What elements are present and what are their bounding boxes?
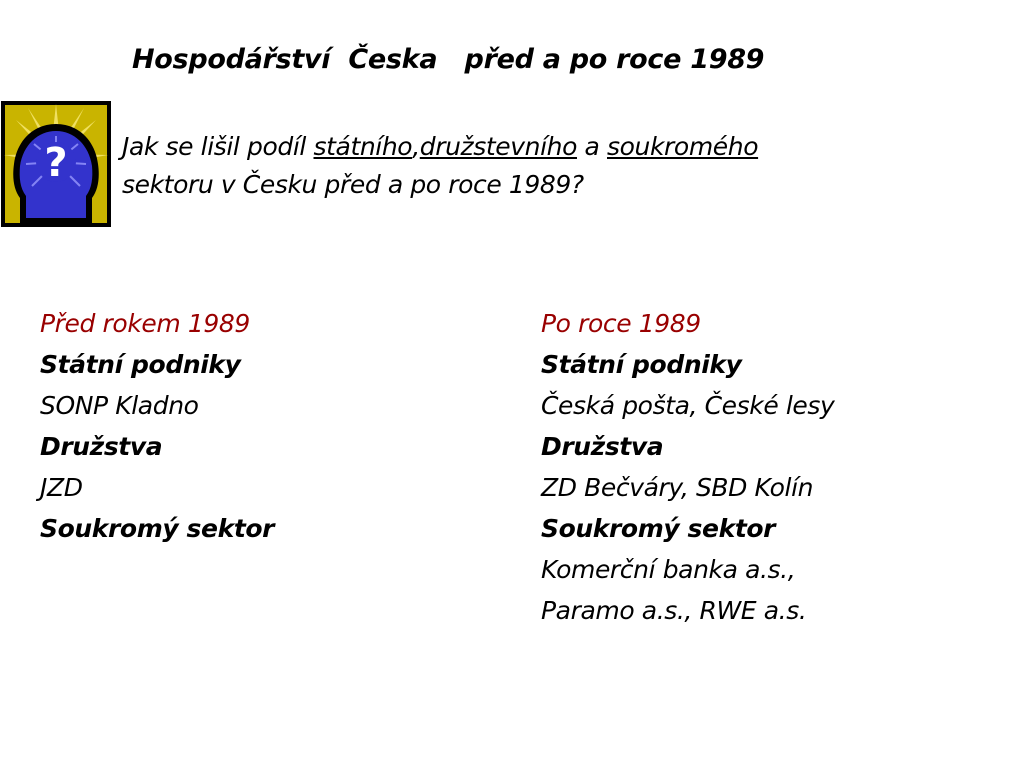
left-column (40, 303, 274, 549)
right-private-label: Soukromý sektor (541, 514, 776, 543)
left-coop-label: Družstva (40, 432, 163, 461)
right-column (541, 303, 834, 631)
right-private-example-1: Komerční banka a.s., (541, 555, 796, 584)
term-state: státního (313, 132, 413, 161)
question-line-2: sektoru v Česku před a po roce 1989? (122, 170, 584, 199)
term-coop: družstevního (419, 132, 577, 161)
right-coop-label: Družstva (541, 432, 664, 461)
question-prefix: Jak se lišil podíl (122, 132, 314, 161)
left-private-label: Soukromý sektor (40, 514, 275, 543)
right-private-example-2: Paramo a.s., RWE a.s. (541, 596, 807, 625)
right-heading: Po roce 1989 (541, 309, 701, 338)
question-head-icon (0, 100, 112, 228)
left-state-example: SONP Kladno (40, 391, 199, 420)
right-state-example: Česká pošta, České lesy (541, 391, 835, 420)
question-conjunction: a (576, 132, 607, 161)
svg-text:?: ? (44, 140, 68, 186)
left-coop-example: JZD (40, 473, 83, 502)
right-state-label: Státní podniky (541, 350, 742, 379)
term-private: soukromého (607, 132, 759, 161)
left-heading: Před rokem 1989 (40, 309, 250, 338)
left-state-label: Státní podniky (40, 350, 241, 379)
right-coop-example: ZD Bečváry, SBD Kolín (541, 473, 814, 502)
question-line-1 (122, 128, 922, 166)
slide-title: Hospodářství Česka před a po roce 1989 (132, 44, 765, 75)
question-text (122, 128, 922, 204)
question-separator: , (412, 132, 420, 161)
